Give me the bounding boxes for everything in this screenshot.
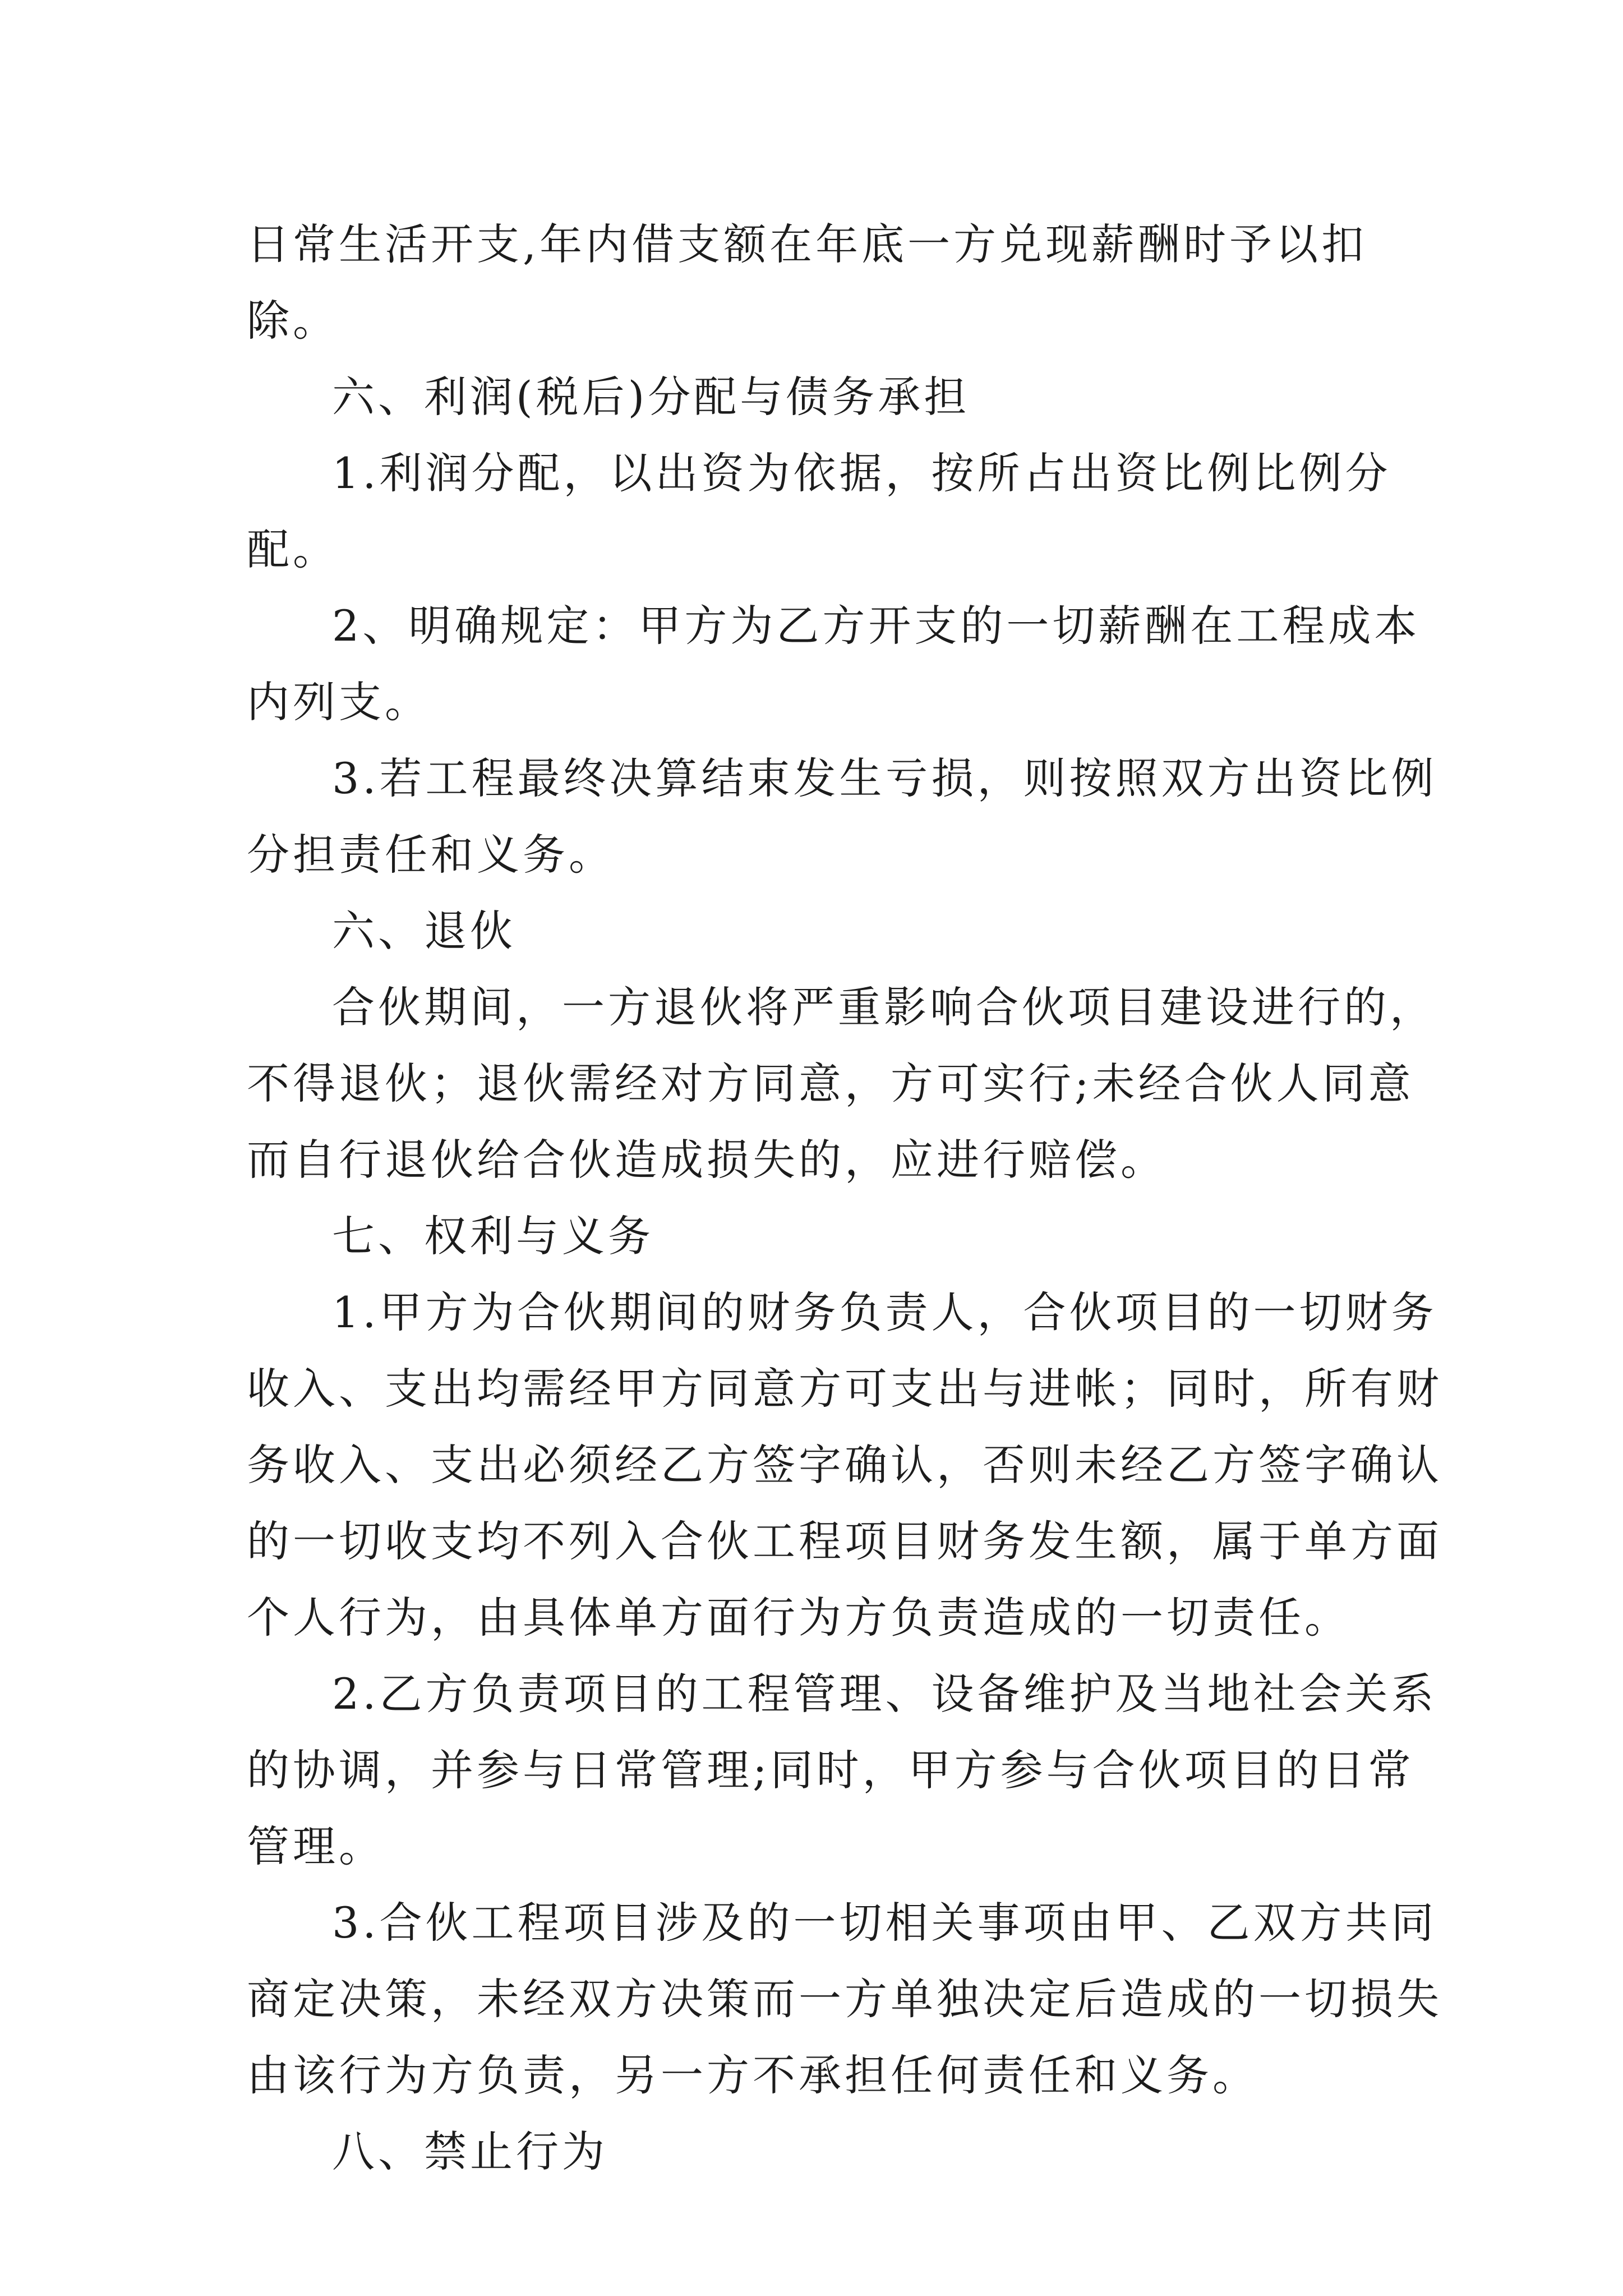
paragraph-profit-distribution-2: 2、明确规定：甲方为乙方开支的一切薪酬在工程成本内列支。 <box>247 601 1421 727</box>
section-heading-rights-obligations: 七、权利与义务 <box>332 1211 654 1261</box>
paragraph-rights-1: 1.甲方为合伙期间的财务负责人，合伙项目的一切财务收入、支出均需经甲方同意方可支出与进帐；同时，所有财务收入、支出必须经乙方签字确认，否则未经乙方签字确认的一切收支均不列入合伙工程项目财务发生额，属于单方面个人行为，由具体单方面行为方负责造成的一切责任。 <box>247 1287 1442 1642</box>
section-heading-profit-distribution: 六、利润(税后)分配与债务承担 <box>332 372 970 422</box>
paragraph-rights-2: 2.乙方负责项目的工程管理、设备维护及当地社会关系的协调，并参与日常管理;同时，甲方参与合伙项目的日常管理。 <box>247 1669 1437 1871</box>
section-heading-withdrawal: 六、退伙 <box>332 906 516 956</box>
paragraph-rights-3: 3.合伙工程项目涉及的一切相关事项由甲、乙双方共同商定决策，未经双方决策而一方单独决定后造成的一切损失由该行为方负责，另一方不承担任何责任和义务。 <box>247 1898 1442 2100</box>
paragraph-profit-distribution-1: 1.利润分配，以出资为依据，按所占出资比例比例分配。 <box>247 448 1391 574</box>
paragraph-living-expenses: 日常生活开支,年内借支额在年底一方兑现薪酬时予以扣除。 <box>247 219 1368 346</box>
paragraph-withdrawal: 合伙期间，一方退伙将严重影响合伙项目建设进行的，不得退伙；退伙需经对方同意，方可实行;未经合伙人同意而自行退伙给合伙造成损失的，应进行赔偿。 <box>247 982 1436 1185</box>
document-body <box>247 206 1447 2190</box>
paragraph-profit-distribution-3: 3.若工程最终决算结束发生亏损，则按照双方出资比例分担责任和义务。 <box>247 753 1437 880</box>
section-heading-prohibited-acts: 八、禁止行为 <box>332 2127 608 2177</box>
